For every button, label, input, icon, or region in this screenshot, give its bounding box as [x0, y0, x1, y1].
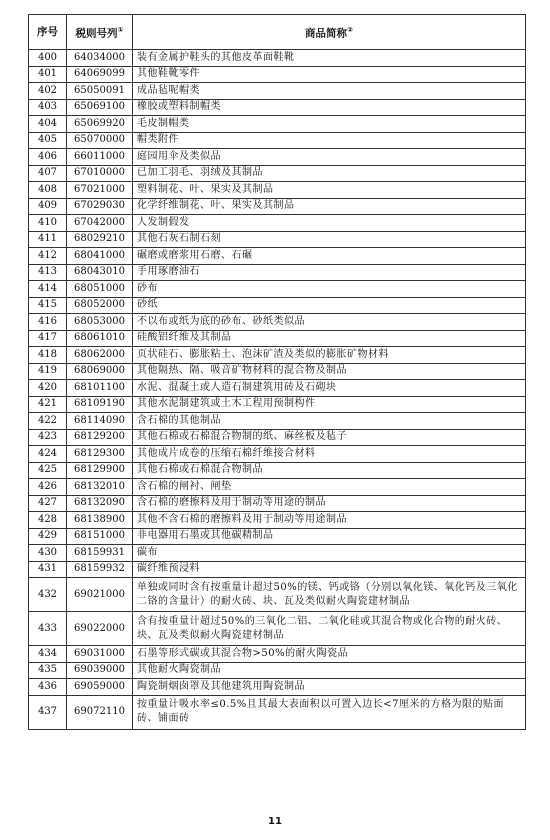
row-code: 69072110 [67, 695, 133, 729]
row-code: 65050091 [67, 83, 133, 100]
row-name: 碾磨或磨浆用石磨、石碾 [133, 248, 526, 265]
row-name: 不以布或纸为底的砂布、砂纸类似品 [133, 314, 526, 331]
row-name: 含石棉的其他制品 [133, 413, 526, 430]
table-row [29, 165, 526, 182]
row-seq: 419 [29, 363, 67, 380]
row-code: 68043010 [67, 264, 133, 281]
row-code: 65069920 [67, 116, 133, 133]
row-code: 65070000 [67, 132, 133, 149]
row-code: 64069099 [67, 66, 133, 83]
row-name: 化学纤维制花、叶、果实及其制品 [133, 198, 526, 215]
row-seq: 421 [29, 396, 67, 413]
header-seq: 序号 [29, 15, 67, 50]
row-seq: 425 [29, 462, 67, 479]
table-row [29, 132, 526, 149]
row-seq: 431 [29, 561, 67, 578]
table-row [29, 446, 526, 463]
row-code: 69059000 [67, 679, 133, 696]
table-row [29, 182, 526, 199]
row-name: 按重量计吸水率≤0.5%且其最大表面积以可置入边长<7厘米的方格为限的贴面砖、铺面砖 [133, 695, 526, 729]
row-name: 单独或同时含有按重量计超过50%的镁、钙或铬（分别以氧化镁、氧化钙及三氧化二铬的含量计）的耐火砖、块、瓦及类似耐火陶瓷建材制品 [133, 578, 526, 612]
row-name: 其他石棉或石棉混合物制的纸、麻丝板及毡子 [133, 429, 526, 446]
table-row [29, 545, 526, 562]
row-code: 68069000 [67, 363, 133, 380]
row-seq: 427 [29, 495, 67, 512]
row-code: 68138900 [67, 512, 133, 529]
row-code: 68062000 [67, 347, 133, 364]
table-row [29, 679, 526, 696]
row-name: 已加工羽毛、羽绒及其制品 [133, 165, 526, 182]
row-code: 68132010 [67, 479, 133, 496]
row-code: 69039000 [67, 662, 133, 679]
table-row [29, 380, 526, 397]
header-code [67, 15, 133, 50]
row-code: 69021000 [67, 578, 133, 612]
header-code-note: ① [117, 26, 124, 35]
row-seq: 406 [29, 149, 67, 166]
table-row [29, 396, 526, 413]
table-row [29, 198, 526, 215]
row-code: 69022000 [67, 612, 133, 646]
row-code: 65069100 [67, 99, 133, 116]
header-name [133, 15, 526, 50]
row-seq: 402 [29, 83, 67, 100]
row-name: 陶瓷制烟囱罩及其他建筑用陶瓷制品 [133, 679, 526, 696]
row-code: 68051000 [67, 281, 133, 298]
row-seq: 424 [29, 446, 67, 463]
row-seq: 429 [29, 528, 67, 545]
row-name: 帽类附件 [133, 132, 526, 149]
table-row [29, 99, 526, 116]
row-code: 66011000 [67, 149, 133, 166]
table-row [29, 314, 526, 331]
row-name: 硅酸铝纤维及其制品 [133, 330, 526, 347]
row-seq: 436 [29, 679, 67, 696]
row-name: 毛皮制帽类 [133, 116, 526, 133]
row-seq: 416 [29, 314, 67, 331]
row-seq: 412 [29, 248, 67, 265]
row-seq: 409 [29, 198, 67, 215]
row-name: 其他隔热、隔、吸音矿物材料的混合物及制品 [133, 363, 526, 380]
table-row [29, 561, 526, 578]
row-code: 68041000 [67, 248, 133, 265]
row-seq: 400 [29, 50, 67, 67]
row-seq: 428 [29, 512, 67, 529]
row-name: 成品毡呢帽类 [133, 83, 526, 100]
table-row [29, 429, 526, 446]
row-seq: 410 [29, 215, 67, 232]
row-seq: 432 [29, 578, 67, 612]
row-code: 68159931 [67, 545, 133, 562]
row-seq: 433 [29, 612, 67, 646]
row-seq: 403 [29, 99, 67, 116]
table-row [29, 330, 526, 347]
row-name: 石墨等形式碳或其混合物>50%的耐火陶瓷品 [133, 646, 526, 663]
row-name: 含石棉的闸衬、闸垫 [133, 479, 526, 496]
table-row [29, 462, 526, 479]
row-code: 64034000 [67, 50, 133, 67]
table-row [29, 50, 526, 67]
row-name: 页状硅石、膨胀粘土、泡沫矿渣及类似的膨胀矿物材料 [133, 347, 526, 364]
row-name: 其他石棉或石棉混合物制品 [133, 462, 526, 479]
table-row [29, 264, 526, 281]
row-name: 其他鞋靴零件 [133, 66, 526, 83]
table-row [29, 495, 526, 512]
header-name-label: 商品简称 [305, 27, 348, 40]
row-seq: 426 [29, 479, 67, 496]
row-seq: 404 [29, 116, 67, 133]
header-code-label: 税则号列 [75, 27, 118, 40]
row-seq: 405 [29, 132, 67, 149]
table-row [29, 646, 526, 663]
row-seq: 418 [29, 347, 67, 364]
row-name: 含有按重量计超过50%的三氧化二铝、二氧化硅或其混合物或化合物的耐火砖、块、瓦及类似耐火陶瓷建材制品 [133, 612, 526, 646]
row-name: 手用琢磨油石 [133, 264, 526, 281]
row-name: 其他耐火陶瓷制品 [133, 662, 526, 679]
table-row [29, 662, 526, 679]
row-seq: 430 [29, 545, 67, 562]
row-seq: 417 [29, 330, 67, 347]
table-header-row [29, 15, 526, 50]
row-seq: 423 [29, 429, 67, 446]
row-code: 69031000 [67, 646, 133, 663]
row-seq: 408 [29, 182, 67, 199]
row-name: 碳纤维预浸料 [133, 561, 526, 578]
table-row [29, 363, 526, 380]
row-name: 其他石灰石制石刻 [133, 231, 526, 248]
table-row [29, 528, 526, 545]
table-row [29, 149, 526, 166]
row-seq: 422 [29, 413, 67, 430]
row-code: 68151000 [67, 528, 133, 545]
row-code: 67010000 [67, 165, 133, 182]
row-seq: 415 [29, 297, 67, 314]
row-name: 水泥、混凝土或人造石制建筑用砖及石砌块 [133, 380, 526, 397]
row-seq: 401 [29, 66, 67, 83]
row-code: 68061010 [67, 330, 133, 347]
row-name: 橡胶或塑料制帽类 [133, 99, 526, 116]
row-seq: 414 [29, 281, 67, 298]
table-row [29, 297, 526, 314]
table-row [29, 66, 526, 83]
table-row [29, 347, 526, 364]
row-code: 68129200 [67, 429, 133, 446]
row-name: 碳布 [133, 545, 526, 562]
row-seq: 437 [29, 695, 67, 729]
table-row [29, 479, 526, 496]
row-name: 砂纸 [133, 297, 526, 314]
row-code: 68101100 [67, 380, 133, 397]
row-code: 67042000 [67, 215, 133, 232]
row-code: 68029210 [67, 231, 133, 248]
row-name: 庭园用伞及类似品 [133, 149, 526, 166]
row-code: 68053000 [67, 314, 133, 331]
row-name: 其他不含石棉的磨擦料及用于制动等用途制品 [133, 512, 526, 529]
row-seq: 420 [29, 380, 67, 397]
table-row [29, 281, 526, 298]
table-row [29, 512, 526, 529]
row-code: 68052000 [67, 297, 133, 314]
row-code: 68159932 [67, 561, 133, 578]
row-code: 68109190 [67, 396, 133, 413]
row-seq: 413 [29, 264, 67, 281]
table-row [29, 83, 526, 100]
row-name: 其他成片成卷的压缩石棉纤维接合材料 [133, 446, 526, 463]
row-name: 塑料制花、叶、果实及其制品 [133, 182, 526, 199]
row-code: 68114090 [67, 413, 133, 430]
table-row [29, 231, 526, 248]
row-name: 其他水泥制建筑或土木工程用预制构件 [133, 396, 526, 413]
header-name-note: ② [347, 26, 353, 35]
table-row [29, 413, 526, 430]
row-seq: 411 [29, 231, 67, 248]
row-seq: 434 [29, 646, 67, 663]
table-row [29, 612, 526, 646]
table-row [29, 116, 526, 133]
row-name: 人发制假发 [133, 215, 526, 232]
tariff-table [28, 14, 526, 730]
table-row [29, 578, 526, 612]
row-code: 68129900 [67, 462, 133, 479]
row-code: 68132090 [67, 495, 133, 512]
row-code: 67021000 [67, 182, 133, 199]
page-number: 11 [268, 816, 282, 827]
row-name: 砂布 [133, 281, 526, 298]
table-row [29, 695, 526, 729]
table-row [29, 248, 526, 265]
row-code: 68129300 [67, 446, 133, 463]
row-code: 67029030 [67, 198, 133, 215]
table-body [29, 50, 526, 730]
row-name: 非电器用石墨或其他碳精制品 [133, 528, 526, 545]
row-seq: 407 [29, 165, 67, 182]
row-name: 装有金属护鞋头的其他皮革面鞋靴 [133, 50, 526, 67]
row-seq: 435 [29, 662, 67, 679]
row-name: 含石棉的磨擦料及用于制动等用途的制品 [133, 495, 526, 512]
table-row [29, 215, 526, 232]
